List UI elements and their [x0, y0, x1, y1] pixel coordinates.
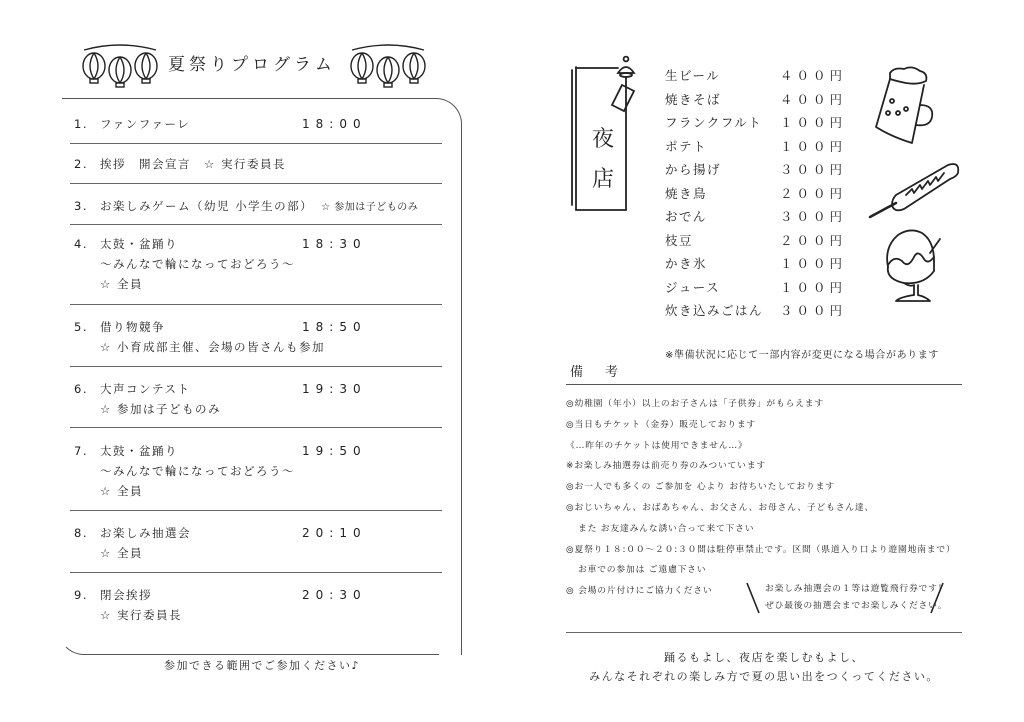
- food-menu: [665, 64, 845, 323]
- divider: [70, 366, 442, 367]
- item-time: 18:50: [302, 320, 367, 334]
- divider: [70, 427, 442, 428]
- item-name: [100, 196, 418, 218]
- program-item: [74, 523, 450, 563]
- lantern-garland-icon: [80, 42, 160, 88]
- item-time: 18:00: [302, 117, 367, 131]
- closing-line: 踊るもよし、夜店を楽しむもよし、: [664, 651, 864, 664]
- menu-item-name: から揚げ: [665, 162, 722, 177]
- item-number: 3.: [74, 199, 88, 213]
- menu-item-price: ３００円: [780, 303, 847, 318]
- remark-line: 《…昨年のチケットは使用できません…》: [566, 440, 748, 451]
- menu-item: [665, 252, 845, 276]
- item-participants: ☆ 実行委員長: [100, 608, 182, 622]
- program-item: [74, 196, 450, 216]
- shaved-ice-icon: [880, 227, 950, 307]
- beer-mug-icon: [872, 65, 942, 145]
- item-number: 2.: [74, 157, 88, 171]
- divider: [70, 143, 442, 144]
- program-item: [74, 585, 450, 625]
- night-stall-title: [588, 120, 618, 200]
- lottery-callout: [745, 581, 948, 617]
- divider: [70, 183, 442, 184]
- item-time: 19:30: [302, 382, 367, 396]
- sign-char: 夜: [591, 127, 614, 152]
- menu-item-name: かき氷: [665, 256, 708, 271]
- program-item: [74, 441, 450, 501]
- menu-item: [665, 158, 845, 182]
- remark-line: ◎幼稚園（年小）以上のお子さんは「子供券」がもらえます: [566, 399, 824, 409]
- menu-item: [665, 276, 845, 300]
- menu-item: [665, 229, 845, 253]
- menu-item-price: ４００円: [780, 91, 847, 107]
- menu-item-price: １００円: [780, 256, 847, 271]
- item-number: 8.: [74, 526, 88, 540]
- remark-line: お車での参加は ご遠慮下さい: [578, 565, 707, 576]
- menu-item-price: １００円: [780, 279, 847, 295]
- item-name: 借り物競争: [100, 320, 165, 334]
- remark-line: ◎夏祭り１８:００～２０:３０間は駐停車禁止です。区間（県道入り口より遊園地南まで）: [566, 544, 956, 555]
- program-item: [74, 379, 450, 419]
- divider: [70, 510, 442, 511]
- menu-item-price: ４００円: [780, 68, 847, 83]
- item-name: ファンファーレ: [100, 117, 191, 131]
- remarks-title: 備考: [570, 365, 641, 380]
- item-name: お楽しみ抽選会: [100, 526, 191, 540]
- remark-line: ◎お一人でも多くの ご参加を 心より お待ちいたしております: [566, 482, 835, 493]
- divider: [70, 224, 442, 225]
- divider: [566, 384, 962, 385]
- menu-item: [665, 135, 845, 159]
- lottery-note-text: [765, 581, 947, 615]
- menu-item: [665, 64, 845, 88]
- menu-item-price: ３００円: [780, 209, 847, 224]
- lantern-garland-icon: [348, 42, 428, 88]
- menu-item: [665, 88, 845, 112]
- program-title: 夏祭りプログラム: [168, 55, 336, 75]
- menu-item-price: １００円: [780, 115, 847, 130]
- menu-item-name: ジュース: [665, 279, 721, 295]
- program-list: [62, 98, 462, 655]
- menu-item-name: ポテト: [665, 138, 708, 154]
- menu-item-price: ２００円: [780, 232, 847, 248]
- item-name: 太鼓・盆踊り: [100, 444, 178, 458]
- item-time: 20:30: [302, 588, 367, 602]
- item-number: 9.: [74, 588, 88, 602]
- item-number: 1.: [74, 117, 88, 131]
- menu-item: [665, 299, 845, 323]
- menu-item-name: フランクフルト: [665, 115, 763, 130]
- menu-item: [665, 111, 845, 135]
- item-number: 6.: [74, 382, 88, 396]
- item-participants: ☆ 小育成部主催、会場の皆さんも参加: [100, 340, 325, 354]
- item-name: 大声コンテスト: [100, 382, 191, 396]
- corn-dog-icon: [866, 155, 966, 220]
- item-note: ☆ 参加は子どものみ: [321, 202, 419, 213]
- item-name-text: お楽しみゲーム（幼児 小学生の部）: [100, 199, 314, 213]
- closing-message: [566, 648, 962, 686]
- item-participants: ☆ 全員: [100, 546, 143, 560]
- menu-item-price: １００円: [780, 138, 847, 154]
- item-subtitle: ～みんなで輪になっておどろう～: [100, 464, 295, 478]
- item-number: 5.: [74, 320, 88, 334]
- remark-line: また お友達みんな誘い合って来て下さい: [578, 523, 755, 534]
- menu-item-name: 枝豆: [665, 232, 694, 248]
- menu-item-price: ３００円: [780, 162, 847, 177]
- lottery-note-line: お楽しみ抽選会の１等は遊覧飛行券です！: [765, 584, 948, 594]
- item-name: 閉会挨拶: [100, 588, 152, 602]
- remarks-list: [566, 394, 966, 602]
- item-name: 挨拶 開会宣言 ☆ 実行委員長: [100, 157, 286, 171]
- divider: [566, 632, 962, 633]
- sign-char: 店: [591, 167, 614, 192]
- lottery-note-line: ぜひ最後の抽選会までお楽しみください。: [765, 601, 948, 611]
- item-time: 18:30: [302, 237, 367, 251]
- remark-line: ◎おじいちゃん、おばあちゃん、お父さん、お母さん、子どもさん達、: [566, 502, 875, 513]
- item-number: 4.: [74, 237, 88, 251]
- divider: [70, 304, 442, 305]
- item-subtitle: ～みんなで輪になっておどろう～: [100, 257, 295, 271]
- menu-item-name: おでん: [665, 209, 707, 224]
- menu-item-name: 焼きそば: [665, 91, 722, 107]
- item-participants: ☆ 全員: [100, 484, 143, 498]
- menu-item-name: 炊き込みごはん: [665, 303, 764, 318]
- program-item: [74, 234, 450, 294]
- item-time: 19:50: [302, 444, 367, 458]
- program-footer-note: 参加できる範囲でご参加ください♪: [163, 659, 361, 672]
- item-participants: ☆ 参加は子どものみ: [100, 402, 221, 416]
- menu-item-name: 焼き鳥: [665, 185, 708, 201]
- item-participants: ☆ 全員: [100, 277, 143, 291]
- program-item: [74, 114, 450, 134]
- menu-item-price: ２００円: [780, 185, 847, 201]
- program-item: [74, 154, 450, 174]
- closing-line: みんなそれぞれの楽しみ方で夏の思い出をつくってください。: [589, 670, 939, 683]
- item-time: 20:10: [302, 526, 367, 540]
- remark-line: ◎当日もチケット（金券）販売しております: [566, 419, 757, 430]
- remark-line: ※お楽しみ抽選券は前売り券のみついています: [566, 461, 766, 472]
- menu-item-name: 生ビール: [665, 68, 721, 83]
- program-item: [74, 317, 450, 357]
- menu-item: [665, 205, 845, 229]
- divider: [70, 572, 442, 573]
- change-notice: ※準備状況に応じて一部内容が変更になる場合があります: [665, 350, 939, 361]
- item-number: 7.: [74, 444, 88, 458]
- item-name: 太鼓・盆踊り: [100, 237, 178, 251]
- program-header: [80, 40, 420, 90]
- remark-line: ◎ 会場の片付けにご協力ください: [566, 586, 713, 597]
- menu-item: [665, 182, 845, 206]
